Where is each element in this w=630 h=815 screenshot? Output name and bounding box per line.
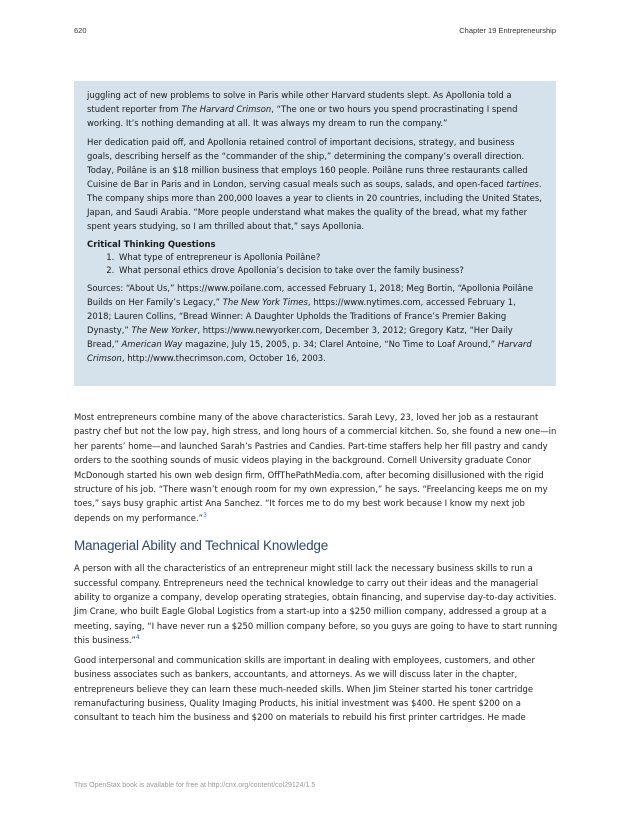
questions-list <box>87 251 542 277</box>
page-number: 620 <box>74 26 87 35</box>
text-run: , “The one or two hours you spend procrastinating I spend working. It’s nothing demanding at all. It was always my dream to run the company.” <box>87 104 518 128</box>
text-run: Most entrepreneurs combine many of the above characteristics. Sarah Levy, 23, loved her job as a restaurant pastry chef but not the low pay, high stress, and long hours of a commercial kitchen. So, she found a new one—in her parents’ home—and launched Sarah’s Pastries and Candies. Part-time staffers help her fill pastry and candy orders to the soothing sounds of music videos playing in the background. Cornell University graduate Conor McDonough started his own web design firm, OffThePathMedia.com, after becoming disillusioned with the rigid structure of his job. “There wasn’t enough room for my own expression,” he says. “Freelancing keeps me on my toes,” says busy graphic artist Ana Sanchez. “It forces me to do my best work because I know my next job depends on my performance.” <box>74 412 557 523</box>
text-run: , https://www.newyorker.com, December 3, 2012; Gregory Katz, “Her Daily Bread,” <box>87 325 513 349</box>
case-feature-box <box>74 81 556 386</box>
body-paragraph <box>74 561 558 647</box>
feature-paragraph <box>87 135 542 233</box>
question-item: 2. What personal ethics drove Apollonia’s decision to take over the family business? <box>117 264 542 277</box>
questions-heading: Critical Thinking Questions <box>87 239 216 249</box>
emphasis-term: tartines <box>506 179 539 189</box>
text-run: . The company ships more than 200,000 loaves a year to clients in 20 countries, including the United States, Japan, and Saudi Arabia. “More people understand what makes the quality of the bread, what my father spent years studying, so I am thrilled about that,” says Apollonia. <box>87 179 542 231</box>
page-footer: This OpenStax book is available for free at http://cnx.org/content/col29124/1.5 <box>74 782 316 789</box>
main-text <box>74 410 558 730</box>
publication-title: The New York Times <box>222 297 308 307</box>
publication-title: American Way <box>121 339 183 349</box>
publication-title: Harvard Crimson <box>87 339 532 363</box>
body-paragraph: Good interpersonal and communication skills are important in dealing with employees, customers, and other business associates such as bankers, accountants, and attorneys. As we will discuss later in the chapter, entrepreneurs believe they can learn these much-needed skills. When Jim Steiner started his toner cartridge remanufacturing business, Quality Imaging Products, his initial investment was $400. He spent $200 on a consultant to teach him the business and $200 on materials to rebuild his first printer cartridges. He made <box>74 654 535 723</box>
text-run: , http://www.thecrimson.com, October 16, 2003. <box>121 353 326 363</box>
chapter-title: Chapter 19 Entrepreneurship <box>459 26 556 35</box>
text-run: , https://www.nytimes.com, accessed February 1, 2018; Lauren Collins, “Bread Winner: A Daughter Upholds the Traditions of France’s Premier Baking Dynasty,” <box>87 297 516 335</box>
footnote-ref[interactable]: 3 <box>203 511 207 519</box>
section-heading: Managerial Ability and Technical Knowledge <box>74 538 329 554</box>
question-item: 1. What type of entrepreneur is Apollonia Poilâne? <box>117 251 542 264</box>
publication-title: The Harvard Crimson <box>181 104 272 114</box>
text-run: Sources: “About Us,” https://www.poilane.com, accessed February 1, 2018; Meg Bortin, “Apollonia Poilâne Builds on Her Family’s Legacy,” <box>87 283 534 307</box>
text-run: A person with all the characteristics of an entrepreneur might still lack the necessary business skills to run a successful company. Entrepreneurs need the technical knowledge to carry out their ideas and the managerial ability to organize a company, develop operating strategies, obtain financing, and supervise day-to-day activities. Jim Crane, who built Eagle Global Logistics from a start-up into a $250 million company, addressed a group at a meeting, saying, “I have never run a $250 million company before, so you guys are going to have to start running this business.” <box>74 563 558 646</box>
footnote-ref[interactable]: 4 <box>135 634 140 642</box>
text-run: juggling act of new problems to solve in Paris while other Harvard students slept. As Apollonia told a student reporter from <box>87 90 512 114</box>
text-run: magazine, July 15, 2005, p. 34; Clarel Antoine, “No Time to Loaf Around,” <box>182 339 498 349</box>
sources-paragraph <box>87 281 542 365</box>
body-paragraph <box>74 410 558 525</box>
publication-title: The New Yorker <box>131 325 198 335</box>
feature-paragraph <box>87 88 542 130</box>
text-run: Her dedication paid off, and Apollonia retained control of important decisions, strategy, and business goals, describing herself as the “commander of the ship,” determining the company’s overall direction. Today, Poilâne is an $18 million business that employs 160 people. Poilâne runs three restaurants called Cuisine de Bar in Paris and in London, serving casual meals such as soups, salads, and open-faced <box>87 137 528 189</box>
